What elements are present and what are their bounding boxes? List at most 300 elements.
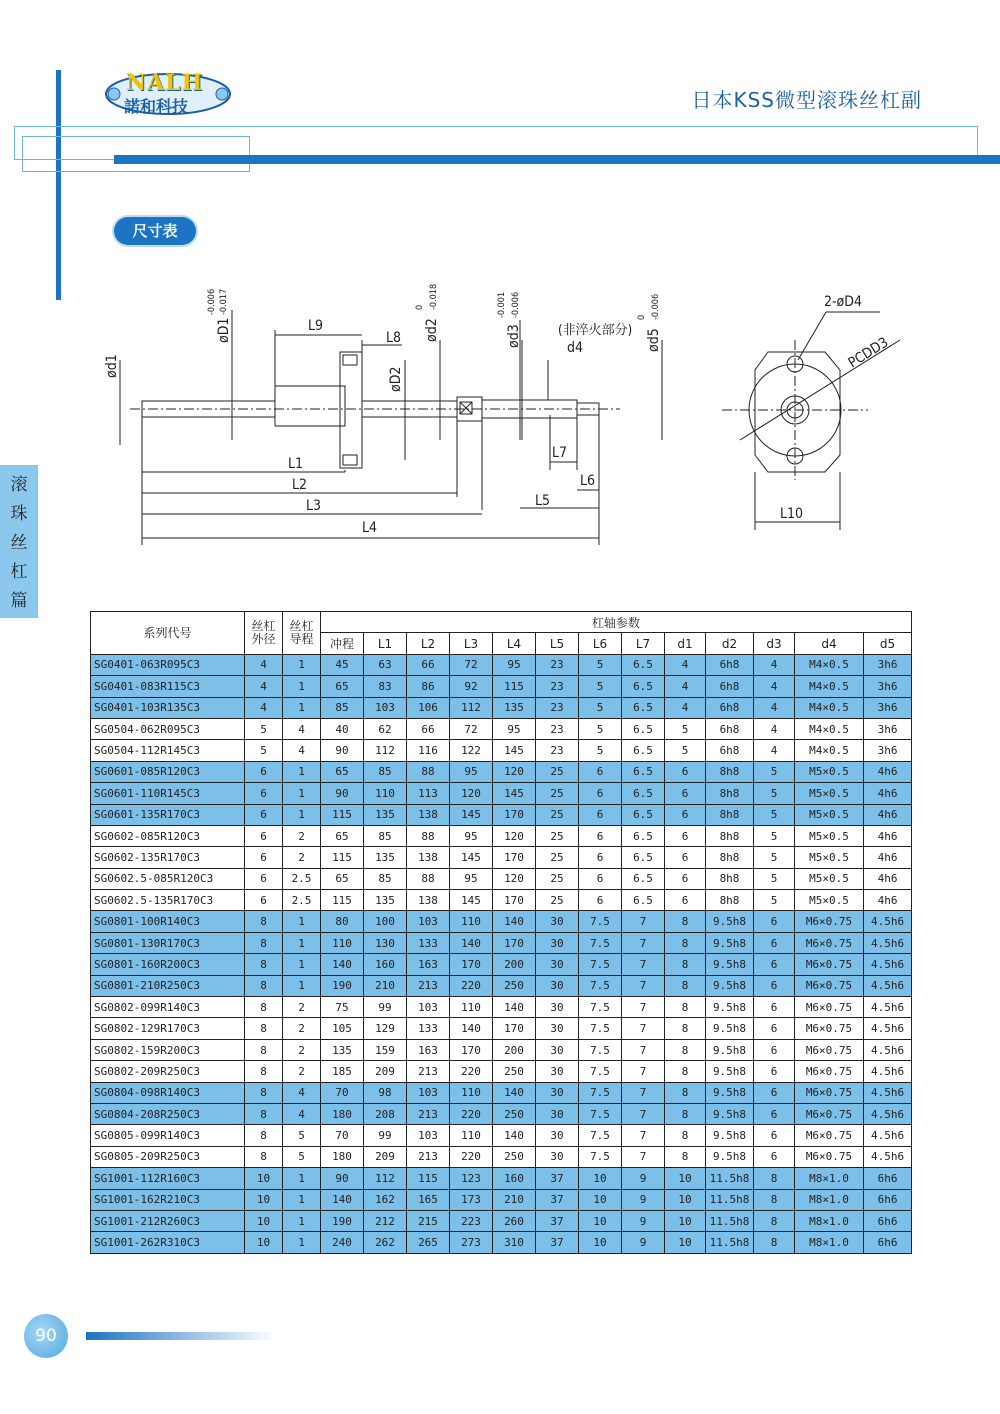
table-cell: 8h8 — [706, 804, 754, 825]
column-header: L6 — [579, 633, 622, 654]
table-cell: M6×0.75 — [795, 975, 864, 996]
table-cell: 83 — [364, 676, 407, 697]
table-cell: 6h8 — [706, 740, 754, 761]
table-cell: 1 — [283, 654, 321, 675]
table-cell: 5 — [665, 740, 706, 761]
table-cell: 9 — [622, 1232, 665, 1253]
table-row — [91, 1061, 912, 1082]
table-cell: M8×1.0 — [795, 1189, 864, 1210]
table-cell: 10 — [665, 1168, 706, 1189]
table-row — [91, 1146, 912, 1167]
series-code-cell: SG1001-262R310C3 — [91, 1232, 245, 1253]
table-cell: 1 — [283, 932, 321, 953]
series-code-cell: SG0801-210R250C3 — [91, 975, 245, 996]
table-cell: 190 — [321, 1210, 364, 1231]
table-cell: 4h6 — [864, 825, 912, 846]
label-L9: L9 — [308, 318, 324, 334]
company-logo — [104, 72, 232, 116]
logo-text-chinese: 諾和科技 — [124, 97, 189, 116]
table-cell: 4 — [283, 718, 321, 739]
table-cell: 65 — [321, 676, 364, 697]
table-cell: 30 — [536, 954, 579, 975]
table-cell: 209 — [364, 1061, 407, 1082]
table-cell: 1 — [283, 1189, 321, 1210]
label-note-unhardened: (非淬火部分) — [558, 323, 633, 338]
table-row — [91, 1168, 912, 1189]
table-cell: M6×0.75 — [795, 1146, 864, 1167]
header-lead-line2: 导程 — [289, 631, 314, 646]
table-cell: 8 — [665, 997, 706, 1018]
table-cell: 145 — [450, 847, 493, 868]
table-cell: 6h6 — [864, 1210, 912, 1231]
table-cell: 6.5 — [622, 718, 665, 739]
table-cell: 4.5h6 — [864, 911, 912, 932]
table-cell: 8h8 — [706, 847, 754, 868]
logo-text-latin: NALH — [126, 70, 204, 96]
series-code-cell: SG0401-103R135C3 — [91, 697, 245, 718]
table-cell: M4×0.5 — [795, 740, 864, 761]
header-frame-inner — [22, 136, 250, 172]
table-cell: 10 — [579, 1232, 622, 1253]
table-cell: 3h6 — [864, 654, 912, 675]
table-cell: 40 — [321, 718, 364, 739]
table-cell: 8 — [245, 1082, 283, 1103]
table-cell: 6 — [245, 825, 283, 846]
label-D2: øD2 — [388, 366, 404, 392]
table-cell: 7 — [622, 1061, 665, 1082]
table-cell: 30 — [536, 1146, 579, 1167]
table-cell: 4.5h6 — [864, 1061, 912, 1082]
table-cell: 10 — [579, 1210, 622, 1231]
table-cell: 1 — [283, 1168, 321, 1189]
table-cell: 6.5 — [622, 761, 665, 782]
table-row — [91, 932, 912, 953]
table-cell: 212 — [364, 1210, 407, 1231]
table-cell: 25 — [536, 847, 579, 868]
table-cell: 23 — [536, 654, 579, 675]
table-cell: 9.5h8 — [706, 975, 754, 996]
table-cell: 30 — [536, 997, 579, 1018]
table-cell: 145 — [493, 783, 536, 804]
table-cell: 23 — [536, 740, 579, 761]
table-cell: M6×0.75 — [795, 911, 864, 932]
table-cell: 240 — [321, 1232, 364, 1253]
table-cell: 6 — [754, 1018, 795, 1039]
table-cell: 4.5h6 — [864, 1103, 912, 1124]
table-cell: 10 — [579, 1189, 622, 1210]
label-L2: L2 — [292, 477, 308, 493]
label-d2-tol-lower: -0.018 — [429, 283, 439, 310]
table-cell: 65 — [321, 868, 364, 889]
table-cell: 273 — [450, 1232, 493, 1253]
table-cell: 95 — [450, 868, 493, 889]
page-title: 日本KSS微型滚珠丝杠副 — [691, 88, 922, 112]
table-cell: 86 — [407, 676, 450, 697]
series-code-cell: SG0804-208R250C3 — [91, 1103, 245, 1124]
table-cell: 5 — [283, 1125, 321, 1146]
table-cell: 30 — [536, 1103, 579, 1124]
label-L5: L5 — [535, 493, 551, 509]
label-L3: L3 — [306, 498, 322, 514]
table-cell: M6×0.75 — [795, 1125, 864, 1146]
table-cell: 250 — [493, 1103, 536, 1124]
table-cell: 4h6 — [864, 761, 912, 782]
table-cell: 6 — [579, 890, 622, 911]
table-cell: 9.5h8 — [706, 911, 754, 932]
table-cell: 4h6 — [864, 890, 912, 911]
table-cell: 7.5 — [579, 1103, 622, 1124]
table-cell: 10 — [665, 1189, 706, 1210]
label-D1-tol-upper: -0.006 — [207, 288, 217, 315]
table-cell: 115 — [321, 890, 364, 911]
label-PCD: PCDD3 — [845, 334, 892, 372]
table-row — [91, 783, 912, 804]
table-cell: 37 — [536, 1232, 579, 1253]
table-cell: 8 — [665, 911, 706, 932]
table-cell: 25 — [536, 890, 579, 911]
table-cell: 4.5h6 — [864, 954, 912, 975]
table-cell: 30 — [536, 1039, 579, 1060]
table-cell: 7.5 — [579, 1039, 622, 1060]
table-cell: 3h6 — [864, 718, 912, 739]
table-cell: 200 — [493, 1039, 536, 1060]
table-cell: 62 — [364, 718, 407, 739]
table-cell: 85 — [321, 697, 364, 718]
table-cell: 162 — [364, 1189, 407, 1210]
table-cell: 6.5 — [622, 825, 665, 846]
table-cell: 6h8 — [706, 718, 754, 739]
table-row — [91, 825, 912, 846]
table-cell: 9.5h8 — [706, 1125, 754, 1146]
table-cell: 6.5 — [622, 847, 665, 868]
table-cell: 120 — [493, 761, 536, 782]
table-cell: 7 — [622, 1082, 665, 1103]
table-cell: 4 — [754, 740, 795, 761]
table-cell: 145 — [450, 804, 493, 825]
table-cell: 70 — [321, 1125, 364, 1146]
table-cell: 70 — [321, 1082, 364, 1103]
table-cell: 4 — [245, 676, 283, 697]
table-cell: 6h6 — [864, 1168, 912, 1189]
table-cell: 8 — [245, 1061, 283, 1082]
table-cell: 4.5h6 — [864, 1082, 912, 1103]
table-cell: 95 — [450, 825, 493, 846]
table-cell: 220 — [450, 1103, 493, 1124]
table-cell: 7 — [622, 975, 665, 996]
table-cell: 4 — [245, 697, 283, 718]
table-cell: 10 — [245, 1232, 283, 1253]
table-cell: 6 — [245, 868, 283, 889]
header-lead — [283, 612, 321, 655]
side-tab-char: 丝 — [10, 533, 28, 553]
table-row — [91, 890, 912, 911]
column-header: L3 — [450, 633, 493, 654]
series-code-cell: SG0401-083R115C3 — [91, 676, 245, 697]
table-cell: 3h6 — [864, 697, 912, 718]
table-cell: 115 — [321, 847, 364, 868]
table-cell: 138 — [407, 847, 450, 868]
table-cell: 7 — [622, 954, 665, 975]
table-cell: 4.5h6 — [864, 975, 912, 996]
series-code-cell: SG1001-112R160C3 — [91, 1168, 245, 1189]
table-cell: M5×0.5 — [795, 825, 864, 846]
table-cell: 3h6 — [864, 676, 912, 697]
table-cell: 138 — [407, 804, 450, 825]
table-cell: M8×1.0 — [795, 1210, 864, 1231]
table-cell: 66 — [407, 654, 450, 675]
table-cell: 7.5 — [579, 911, 622, 932]
table-cell: 220 — [450, 975, 493, 996]
column-header: L2 — [407, 633, 450, 654]
table-cell: 30 — [536, 1018, 579, 1039]
table-cell: 223 — [450, 1210, 493, 1231]
table-cell: 65 — [321, 825, 364, 846]
table-cell: 25 — [536, 761, 579, 782]
table-cell: 135 — [364, 804, 407, 825]
label-d5-tol-lower: -0.006 — [651, 293, 661, 320]
table-cell: 6 — [579, 847, 622, 868]
table-cell: 6.5 — [622, 740, 665, 761]
table-cell: 90 — [321, 740, 364, 761]
table-cell: 8 — [665, 1018, 706, 1039]
table-cell: 8h8 — [706, 761, 754, 782]
table-cell: 10 — [579, 1168, 622, 1189]
table-cell: 10 — [245, 1168, 283, 1189]
table-cell: 4.5h6 — [864, 1125, 912, 1146]
table-cell: 170 — [493, 1018, 536, 1039]
table-cell: 10 — [245, 1189, 283, 1210]
table-cell: 8 — [245, 932, 283, 953]
table-cell: 30 — [536, 1082, 579, 1103]
table-cell: 105 — [321, 1018, 364, 1039]
table-cell: 110 — [321, 932, 364, 953]
table-cell: 6 — [579, 761, 622, 782]
series-code-cell: SG0602-085R120C3 — [91, 825, 245, 846]
table-cell: 116 — [407, 740, 450, 761]
table-cell: 5 — [245, 718, 283, 739]
series-code-cell: SG0802-129R170C3 — [91, 1018, 245, 1039]
table-cell: 260 — [493, 1210, 536, 1231]
table-cell: 7 — [622, 1039, 665, 1060]
table-cell: 6h8 — [706, 676, 754, 697]
table-cell: 4 — [754, 697, 795, 718]
table-cell: M5×0.5 — [795, 804, 864, 825]
table-cell: 9.5h8 — [706, 1146, 754, 1167]
table-cell: 135 — [321, 1039, 364, 1060]
table-cell: 7 — [622, 997, 665, 1018]
footer-bar — [86, 1332, 276, 1340]
table-cell: 7 — [622, 1018, 665, 1039]
table-cell: 2 — [283, 1018, 321, 1039]
table-cell: 9 — [622, 1189, 665, 1210]
table-cell: M4×0.5 — [795, 654, 864, 675]
column-header: 冲程 — [321, 633, 364, 654]
table-cell: 6.5 — [622, 890, 665, 911]
series-code-cell: SG0801-100R140C3 — [91, 911, 245, 932]
table-cell: M8×1.0 — [795, 1232, 864, 1253]
table-cell: 170 — [493, 932, 536, 953]
table-cell: 6 — [665, 847, 706, 868]
table-cell: 262 — [364, 1232, 407, 1253]
table-cell: 1 — [283, 697, 321, 718]
table-row — [91, 718, 912, 739]
table-row — [91, 954, 912, 975]
table-cell: 5 — [579, 654, 622, 675]
header-outer-dia-line1: 丝杠 — [251, 618, 276, 633]
series-code-cell: SG0602.5-135R170C3 — [91, 890, 245, 911]
table-cell: 135 — [364, 890, 407, 911]
table-cell: 30 — [536, 975, 579, 996]
label-L7: L7 — [552, 445, 568, 461]
table-cell: 85 — [364, 761, 407, 782]
table-cell: 310 — [493, 1232, 536, 1253]
table-cell: 6 — [754, 1146, 795, 1167]
table-cell: 6.5 — [622, 868, 665, 889]
table-cell: 88 — [407, 825, 450, 846]
series-code-cell: SG1001-162R210C3 — [91, 1189, 245, 1210]
table-cell: 7.5 — [579, 954, 622, 975]
table-row — [91, 911, 912, 932]
table-cell: 106 — [407, 697, 450, 718]
table-cell: 8h8 — [706, 783, 754, 804]
table-cell: 98 — [364, 1082, 407, 1103]
table-cell: 250 — [493, 1146, 536, 1167]
series-code-cell: SG0601-110R145C3 — [91, 783, 245, 804]
table-cell: 95 — [493, 654, 536, 675]
series-code-cell: SG0601-085R120C3 — [91, 761, 245, 782]
label-D1-tol-lower: -0.017 — [219, 288, 229, 315]
table-cell: 8h8 — [706, 868, 754, 889]
table-cell: 4 — [665, 654, 706, 675]
table-cell: 115 — [493, 676, 536, 697]
label-d3-tol-lower: -0.006 — [511, 291, 521, 318]
table-cell: M6×0.75 — [795, 1061, 864, 1082]
header-lead-line1: 丝杠 — [289, 618, 314, 633]
table-cell: 140 — [450, 1018, 493, 1039]
table-cell: 190 — [321, 975, 364, 996]
table-cell: 112 — [364, 740, 407, 761]
label-D1: øD1 — [216, 317, 232, 343]
header-outer-dia — [245, 612, 283, 655]
table-cell: 120 — [450, 783, 493, 804]
table-cell: 6 — [754, 1125, 795, 1146]
table-cell: 23 — [536, 718, 579, 739]
table-cell: 110 — [450, 997, 493, 1018]
table-cell: 7.5 — [579, 975, 622, 996]
table-cell: 2 — [283, 1061, 321, 1082]
table-cell: 11.5h8 — [706, 1189, 754, 1210]
table-cell: 6 — [579, 804, 622, 825]
table-cell: 9.5h8 — [706, 954, 754, 975]
table-cell: 7.5 — [579, 1061, 622, 1082]
label-d3-tol-upper: -0.001 — [497, 291, 507, 318]
table-cell: 8 — [245, 954, 283, 975]
table-cell: 213 — [407, 1061, 450, 1082]
table-cell: 145 — [450, 890, 493, 911]
table-cell: 99 — [364, 1125, 407, 1146]
series-code-cell: SG0504-062R095C3 — [91, 718, 245, 739]
table-cell: 1 — [283, 1210, 321, 1231]
table-cell: 5 — [754, 825, 795, 846]
label-D4: 2-øD4 — [824, 294, 862, 310]
table-cell: 129 — [364, 1018, 407, 1039]
table-cell: 8 — [665, 1061, 706, 1082]
table-cell: 220 — [450, 1061, 493, 1082]
table-cell: 37 — [536, 1168, 579, 1189]
table-cell: 115 — [407, 1168, 450, 1189]
table-cell: 88 — [407, 761, 450, 782]
table-cell: 4h6 — [864, 868, 912, 889]
label-L10: L10 — [780, 506, 804, 522]
table-row — [91, 804, 912, 825]
table-cell: 140 — [493, 1082, 536, 1103]
table-cell: 4.5h6 — [864, 1039, 912, 1060]
table-cell: M6×0.75 — [795, 1039, 864, 1060]
table-cell: 7.5 — [579, 1146, 622, 1167]
table-cell: 5 — [754, 847, 795, 868]
table-cell: 170 — [450, 1039, 493, 1060]
table-cell: 8 — [245, 911, 283, 932]
table-cell: 90 — [321, 1168, 364, 1189]
table-cell: 5 — [579, 740, 622, 761]
table-cell: 7.5 — [579, 1125, 622, 1146]
table-cell: 173 — [450, 1189, 493, 1210]
series-code-cell: SG0401-063R095C3 — [91, 654, 245, 675]
table-cell: 30 — [536, 932, 579, 953]
table-cell: 5 — [245, 740, 283, 761]
column-header: d1 — [665, 633, 706, 654]
table-cell: 6.5 — [622, 783, 665, 804]
table-cell: 37 — [536, 1189, 579, 1210]
table-cell: M4×0.5 — [795, 676, 864, 697]
table-cell: 113 — [407, 783, 450, 804]
table-cell: 4 — [283, 1103, 321, 1124]
table-cell: 8 — [665, 1146, 706, 1167]
table-cell: 4 — [245, 654, 283, 675]
table-cell: 6 — [754, 1061, 795, 1082]
technical-drawing — [0, 270, 1000, 560]
table-cell: 99 — [364, 997, 407, 1018]
table-cell: 66 — [407, 718, 450, 739]
column-header: L4 — [493, 633, 536, 654]
table-cell: 6 — [579, 825, 622, 846]
label-L1: L1 — [288, 456, 304, 472]
table-cell: 170 — [493, 890, 536, 911]
table-cell: 6 — [754, 1103, 795, 1124]
table-cell: 25 — [536, 783, 579, 804]
label-d1: ød1 — [104, 354, 120, 378]
table-cell: 6 — [754, 1039, 795, 1060]
table-cell: 8h8 — [706, 825, 754, 846]
table-cell: 25 — [536, 825, 579, 846]
table-cell: 6 — [245, 783, 283, 804]
label-L4: L4 — [362, 520, 378, 536]
table-cell: 8 — [245, 997, 283, 1018]
table-cell: 163 — [407, 954, 450, 975]
header-outer-dia-line2: 外径 — [251, 631, 276, 646]
table-cell: 6 — [665, 761, 706, 782]
table-row — [91, 1125, 912, 1146]
table-cell: 170 — [493, 804, 536, 825]
table-cell: 4.5h6 — [864, 932, 912, 953]
table-cell: 8 — [665, 954, 706, 975]
table-cell: 208 — [364, 1103, 407, 1124]
table-cell: 110 — [364, 783, 407, 804]
table-cell: 7 — [622, 932, 665, 953]
table-cell: M5×0.5 — [795, 868, 864, 889]
table-row — [91, 868, 912, 889]
table-cell: 120 — [493, 825, 536, 846]
